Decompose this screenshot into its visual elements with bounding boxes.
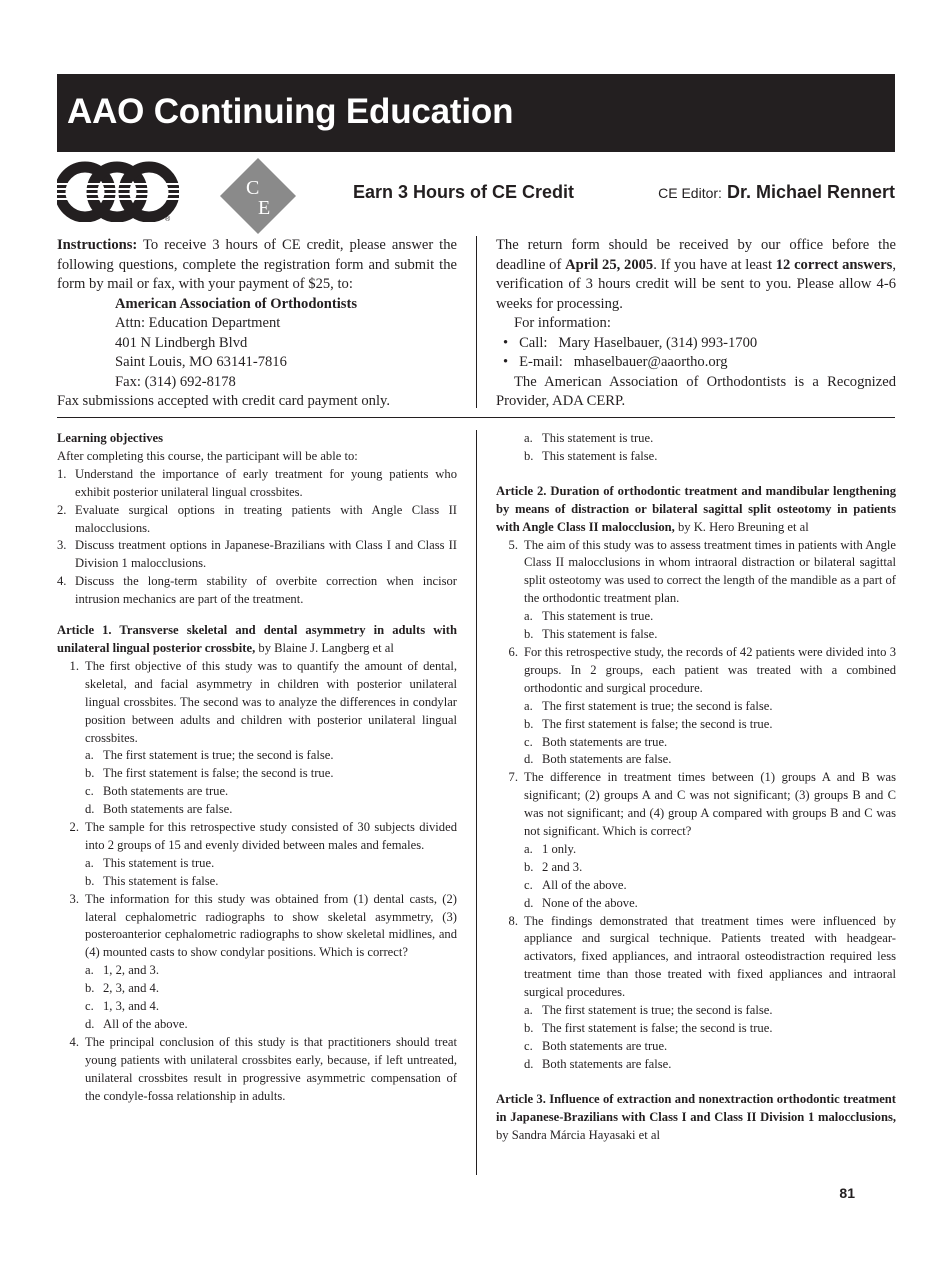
answer-option[interactable]: b. This statement is false. xyxy=(524,627,658,642)
question-text: The principal conclusion of this study is that practitioners should treat young patients with unilateral crossbites early, because, if left untreated, unilateral crossbites result in progressive asymmetric compensation of the condyle-fossa relationship in adults. xyxy=(85,1034,457,1103)
ce-editor xyxy=(658,182,895,203)
question-text: The information for this study was obtained from (1) dental casts, (2) lateral cephalometric radiographs to show skeletal asymmetry, (3) posteroanterior cephalometric radiographs to show skeletal midlines, and (4) mounted casts to show condylar positions. Which is correct? xyxy=(85,891,457,960)
address-line: 401 N Lindbergh Blvd xyxy=(115,334,248,351)
column-divider xyxy=(476,430,477,1175)
answer-option[interactable]: a. This statement is true. xyxy=(524,609,654,624)
ce-diamond-logo xyxy=(219,157,297,235)
objective-item: 2. Evaluate surgical options in treating patients with Angle Class II malocclusions. xyxy=(57,502,457,535)
answer-option[interactable]: d. All of the above. xyxy=(85,1017,188,1031)
deadline-date: April 25, 2005 xyxy=(565,256,654,273)
answer-option[interactable]: d. None of the above. xyxy=(524,895,638,910)
article-1-heading: Article 1. Transverse skeletal and dental asymmetry in adults with unilateral lingual posterior crossbite, by Blaine J. Langberg et al xyxy=(57,623,457,655)
horizontal-divider xyxy=(57,417,895,418)
for-information: For information: xyxy=(514,315,611,331)
question-4: 4. The principal conclusion of this study is that practitioners should treat young patients with unilateral crossbites early, because, if left untreated, unilateral crossbites result in progressive asymmetric compensation of the condyle-fossa relationship in adults. xyxy=(57,1034,457,1106)
objective-item: 4. Discuss the long-term stability of overbite correction when incisor intrusion mechanics are part of the treatment. xyxy=(57,574,457,607)
column-divider xyxy=(476,236,477,408)
answer-option[interactable]: d. Both statements are false. xyxy=(524,752,672,767)
left-column xyxy=(57,430,457,1106)
email-contact: • E-mail: mhaselbauer@aaortho.org xyxy=(503,354,728,370)
article-2-heading: Article 2. Duration of orthodontic treatment and mandibular lengthening by means of distraction or bilateral sagittal split osteotomy in patients with Angle Class II malocclusion, by K. Hero Breuning et al xyxy=(496,483,896,534)
page-number: 81 xyxy=(839,1185,855,1201)
answer-option[interactable]: a. This statement is true. xyxy=(524,431,654,445)
question-text: The aim of this study was to assess treatment times in patients with Angle Class II malocclusions in whom intraoral distraction or bilateral sagittal split osteotomy was used to correct the length of the mandible as a part of the orthodontic treatment plan. xyxy=(524,537,896,606)
answer-option[interactable]: b. 2, 3, and 4. xyxy=(85,981,159,996)
answer-option[interactable]: a. The first statement is true; the second is false. xyxy=(85,748,334,763)
answer-option[interactable]: b. The first statement is false; the second is true. xyxy=(85,766,334,781)
answer-option[interactable]: b. This statement is false. xyxy=(524,448,658,463)
fax-number: Fax: (314) 692-8178 xyxy=(115,373,236,390)
answer-option[interactable]: b. 2 and 3. xyxy=(524,859,583,874)
answer-option[interactable]: b. The first statement is false; the second is true. xyxy=(524,716,773,731)
ce-letter-c: C xyxy=(246,177,260,199)
question-7: 7. The difference in treatment times between (1) groups A and B was significant; (2) groups A and C was not significant; (3) groups B and C was not significant; and (4) group A compared with groups B and C was not significant. Which is correct? a. 1 only. b. 2 and 3. c. All of the above. d. None of the above. xyxy=(496,769,896,912)
answer-option[interactable]: c. Both statements are true. xyxy=(85,784,229,799)
instructions-label: Instructions: xyxy=(57,237,138,253)
answer-option[interactable]: c. All of the above. xyxy=(524,877,627,892)
answer-option[interactable]: c. 1, 3, and 4. xyxy=(85,999,159,1014)
question-text: The findings demonstrated that treatment times were influenced by appliance and surgical technique. Patients treated with headgear-activators, fixed appliances, and intraoral osteodistraction required less treatment time than those treated with fixed appliances and intraoral surgical procedures. xyxy=(524,913,896,1000)
banner-title: AAO Continuing Education xyxy=(67,92,514,131)
question-6: 6. For this retrospective study, the records of 42 patients were divided into 3 groups. In 2 groups, each patient was treated with a combined orthodontic and surgical procedure. a. The first statement is true; the second is false. b. The first statement is false; the second is true. c. Both statements are true. d. Both statements are false. xyxy=(496,644,896,769)
answer-option[interactable]: a. The first statement is true; the second is false. xyxy=(524,698,773,713)
instructions-block xyxy=(57,236,457,412)
correct-answers: 12 correct answers xyxy=(775,256,893,273)
answer-option[interactable]: a. The first statement is true; the second is false. xyxy=(524,1003,773,1018)
address-line: Attn: Education Department xyxy=(115,315,281,331)
question-text: The first objective of this study was to quantify the amount of dental, skeletal, and facial asymmetry in children with posterior unilateral lingual crossbites. The second was to analyze the differences in condylar position between adults and children with posterior unilateral lingual crossbites. xyxy=(85,658,457,745)
objective-item: 1. Understand the importance of early treatment for young patients who exhibit posterior unilateral lingual crossbites. xyxy=(57,466,457,499)
org-name: American Association of Orthodontists xyxy=(115,295,358,312)
answer-option[interactable]: b. The first statement is false; the second is true. xyxy=(524,1021,773,1035)
question-text: The difference in treatment times between (1) groups A and B was significant; (2) groups A and C was not significant; (3) groups B and C was not significant; and (4) group A compared with groups B and C was not significant. Which is correct? xyxy=(524,770,896,839)
call-contact: • Call: Mary Haselbauer, (314) 993-1700 xyxy=(503,334,758,351)
objectives-intro: After completing this course, the participant will be able to: xyxy=(57,448,358,463)
fax-note: Fax submissions accepted with credit card payment only. xyxy=(57,393,391,409)
question-2: 2. The sample for this retrospective study consisted of 30 subjects divided into 2 groups of 15 and evenly divided between males and females. a. This statement is true. b. This statement is false. xyxy=(57,819,457,891)
ce-editor-name: Dr. Michael Rennert xyxy=(726,182,895,202)
answer-option[interactable]: a. 1 only. xyxy=(524,841,577,856)
objective-item: 3. Discuss treatment options in Japanese-Brazilians with Class I and Class II Division 1 malocclusions. xyxy=(57,538,457,571)
question-8: 8. The findings demonstrated that treatment times were influenced by appliance and surgical technique. Patients treated with headgear-activators, fixed appliances, and intraoral osteodistraction required less treatment time than those treated with fixed appliances and intraoral surgical procedures. a. The first statement is true; the second is false. b. The first statement is false; the second is true. c. Both statements are true. d. Both statements are false. xyxy=(496,913,896,1074)
question-1: 1. The first objective of this study was to quantify the amount of dental, skeletal, and facial asymmetry in children with posterior unilateral lingual crossbites. The second was to analyze the differences in condylar position between adults and children with posterior unilateral lingual crossbites. a. The first statement is true; the second is false. b. The first statement is false; the second is true. c. Both statements are true. d. Both statements are false. xyxy=(57,658,457,819)
provider-statement: The American Association of Orthodontists is a Recognized Provider, ADA CERP. xyxy=(496,373,896,409)
question-5: 5. The aim of this study was to assess treatment times in patients with Angle Class II malocclusions in whom intraoral distraction or bilateral sagittal split osteotomy was used to correct the length of the mandible as a part of the orthodontic treatment plan. a. This statement is true. b. This statement is false. xyxy=(496,537,896,644)
answer-option[interactable]: d. Both statements are false. xyxy=(524,1056,672,1071)
registered-mark-icon: ® xyxy=(165,216,171,222)
instructions-body: To receive 3 hours of CE credit, please answer the following questions, complete the registration form and submit the form by mail or fax, with your payment of $25, to: xyxy=(57,237,457,292)
ce-editor-label: CE Editor: xyxy=(658,185,722,201)
answer-option[interactable]: a. This statement is true. xyxy=(85,855,215,870)
objectives-heading: Learning objectives xyxy=(57,431,163,445)
answer-option[interactable]: b. This statement is false. xyxy=(85,873,219,888)
answer-option[interactable]: c. Both statements are true. xyxy=(524,1038,668,1053)
return-info-text: The return form should be received by our office before the deadline of April 25, 2005. If you have at least 12 correct answers, verification of 3 hours credit will be sent to you. Please allow 4-6 weeks for processing. xyxy=(496,237,897,312)
header-banner xyxy=(57,74,895,152)
answer-option[interactable]: a. 1, 2, and 3. xyxy=(85,963,159,978)
ce-letter-e: E xyxy=(258,197,271,219)
address-line: Saint Louis, MO 63141-7816 xyxy=(115,354,287,370)
question-text: For this retrospective study, the records of 42 patients were divided into 3 groups. In 2 groups, each patient was treated with a combined orthodontic and surgical procedure. xyxy=(524,644,896,695)
return-info-block xyxy=(496,236,896,412)
answer-option[interactable]: d. Both statements are false. xyxy=(85,802,233,817)
article-3-heading: Article 3. Influence of extraction and nonextraction orthodontic treatment in Japanese-Brazilians with Class I and Class II Division 1 malocclusions, by Sandra Márcia Hayasaki et al xyxy=(496,1091,896,1142)
question-3: 3. The information for this study was obtained from (1) dental casts, (2) lateral cephalometric radiographs to show skeletal asymmetry, (3) posteroanterior cephalometric radiographs to show skeletal midlines, and (4) mounted casts to show condylar positions. Which is correct? a. 1, 2, and 3. b. 2, 3, and 4. c. 1, 3, and 4. d. All of the above. xyxy=(57,891,457,1034)
answer-option[interactable]: c. Both statements are true. xyxy=(524,734,668,749)
right-column xyxy=(496,430,896,1144)
question-text: The sample for this retrospective study consisted of 30 subjects divided into 2 groups of 15 and evenly divided between males and females. xyxy=(85,820,457,852)
cce-logo xyxy=(57,160,179,222)
instructions-text xyxy=(57,236,457,295)
earn-credit-heading: Earn 3 Hours of CE Credit xyxy=(353,182,575,202)
